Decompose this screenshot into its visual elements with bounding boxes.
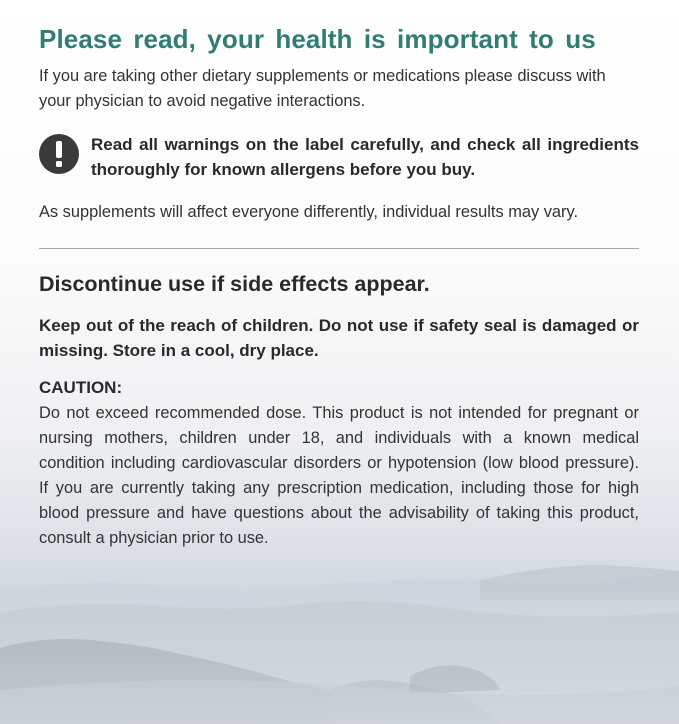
info-panel bbox=[39, 22, 639, 551]
warning-text: Read all warnings on the label carefully, and check all ingredients thoroughly for known allergens before you buy. bbox=[91, 135, 639, 179]
caution-body: Do not exceed recommended dose. This product is not intended for pregnant or nursing mothers, children under 18, and individuals with a known medical condition including cardiovascular disorders or hypotension (low blood pressure). If you are currently taking any prescription medication, including those for high blood pressure and have questions about the advisability of taking this product, consult a physician prior to use. bbox=[39, 404, 639, 547]
results-vary-note: As supplements will affect everyone differently, individual results may vary. bbox=[39, 203, 579, 221]
section-divider bbox=[39, 248, 639, 249]
side-effects-heading: Discontinue use if side effects appear. bbox=[39, 272, 430, 296]
intro-paragraph: If you are taking other dietary supplements or medications please discuss with your physician to avoid negative interactions. bbox=[39, 67, 606, 110]
storage-instructions: Keep out of the reach of children. Do not use if safety seal is damaged or missing. Store in a cool, dry place. bbox=[39, 316, 639, 360]
caution-label: CAUTION: bbox=[39, 378, 123, 397]
page-headline: Please read, your health is important to us bbox=[39, 24, 596, 54]
exclamation-circle-icon bbox=[39, 134, 79, 174]
warning-callout bbox=[39, 132, 639, 182]
